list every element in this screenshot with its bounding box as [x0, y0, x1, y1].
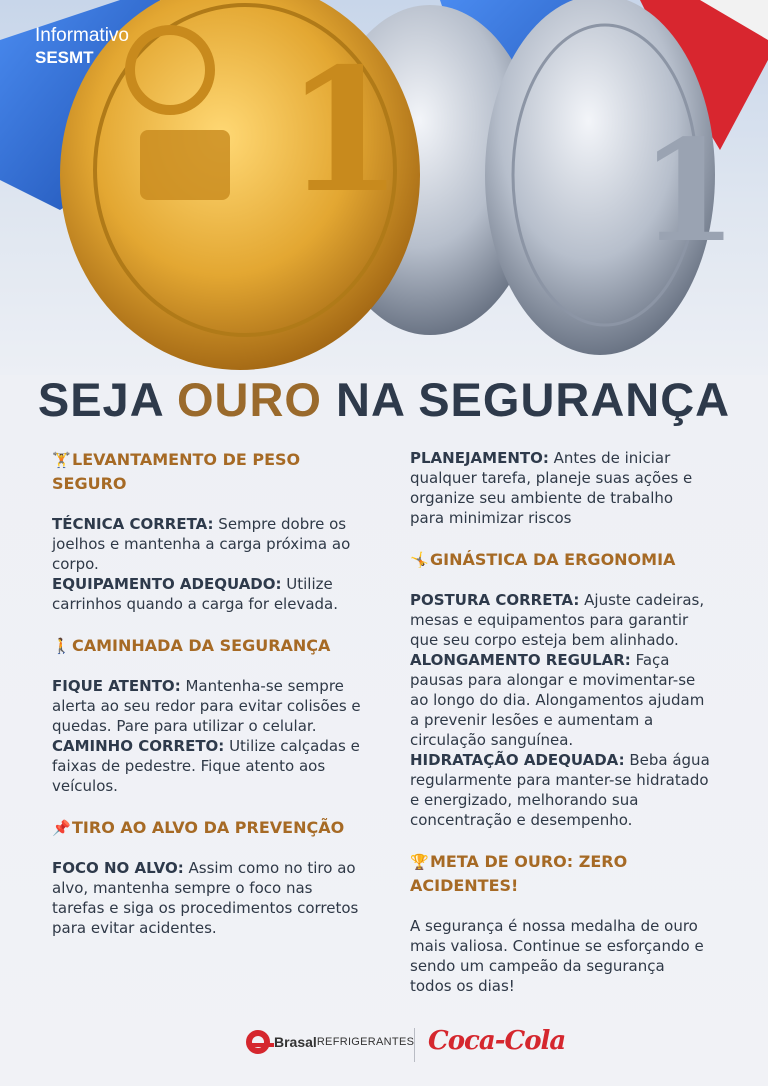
page-title: [0, 372, 768, 427]
section-walking: [52, 634, 364, 796]
section-title: 📌TIRO AO ALVO DA PREVENÇÃO: [52, 816, 364, 840]
section-title: 🚶CAMINHADA DA SEGURANÇA: [52, 634, 364, 658]
section-goal: [410, 850, 710, 996]
info-paragraph: CAMINHO CORRETO: Utilize calçadas e faixas de pedestre. Fique atento aos veículos.: [52, 737, 360, 795]
informativo-sesmt-tag: [35, 25, 129, 68]
trophy-icon: 🏆: [410, 853, 429, 871]
tag-line-1: Informativo: [35, 25, 129, 46]
brasal-ring-icon: [246, 1030, 270, 1054]
section-planning: [410, 448, 710, 528]
logo-divider: [414, 1028, 415, 1062]
svg-text:1: 1: [285, 31, 404, 231]
section-title: 🏆META DE OURO: ZERO ACIDENTES!: [410, 852, 628, 895]
section-lifting: [52, 448, 364, 614]
section-target: [52, 816, 364, 938]
hero-medals-image: [0, 0, 768, 375]
info-paragraph: FIQUE ATENTO: Mantenha-se sempre alerta ao seu redor para evitar colisões e quedas. Pare para utilizar o celular.: [52, 677, 361, 735]
info-paragraph: POSTURA CORRETA: Ajuste cadeiras, mesas e equipamentos para garantir que seu corpo esteja bem alinhado.: [410, 591, 705, 649]
title-highlight: OURO: [176, 373, 322, 426]
info-paragraph: PLANEJAMENTO: Antes de iniciar qualquer tarefa, planeje suas ações e organize seu ambiente de trabalho para minimizar riscos: [410, 449, 693, 527]
svg-text:1: 1: [640, 110, 738, 274]
brasal-logo: Brasal REFRIGERANTES: [246, 1030, 414, 1054]
gymnast-icon: 🤸: [410, 551, 429, 569]
weightlifter-icon: 🏋: [52, 451, 71, 469]
info-paragraph: EQUIPAMENTO ADEQUADO: Utilize carrinhos quando a carga for elevada.: [52, 575, 338, 613]
title-part-1: SEJA: [37, 373, 177, 426]
info-paragraph: HIDRATAÇÃO ADEQUADA: Beba água regularmente para manter-se hidratado e energizado, melhorando sua concentração e desempenho.: [410, 751, 710, 829]
right-column: [410, 448, 710, 996]
section-ergonomics: [410, 548, 710, 830]
title-part-2: NA SEGURANÇA: [321, 373, 731, 426]
pushpin-icon: 📌: [52, 819, 71, 837]
coca-cola-logo: Coca-Cola: [428, 1026, 566, 1056]
section-title: 🤸GINÁSTICA DA ERGONOMIA: [410, 548, 710, 572]
tag-line-2: SESMT: [35, 47, 94, 67]
info-paragraph: TÉCNICA CORRETA: Sempre dobre os joelhos e mantenha a carga próxima ao corpo.: [52, 515, 351, 573]
left-column: [52, 448, 364, 938]
info-paragraph: FOCO NO ALVO: Assim como no tiro ao alvo, mantenha sempre o foco nas tarefas e siga os procedimentos corretos para evitar acidentes.: [52, 859, 359, 937]
walking-person-icon: 🚶: [52, 637, 71, 655]
footer-logos: [0, 1022, 768, 1072]
info-paragraph: A segurança é nossa medalha de ouro mais valiosa. Continue se esforçando e sendo um campeão da segurança todos os dias!: [410, 917, 704, 995]
section-title: 🏋LEVANTAMENTO DE PESO SEGURO: [52, 450, 301, 493]
info-paragraph: ALONGAMENTO REGULAR: Faça pausas para alongar e movimentar-se ao longo do dia. Alongamentos ajudam a prevenir lesões e aumentam a circulação sanguínea.: [410, 651, 705, 749]
